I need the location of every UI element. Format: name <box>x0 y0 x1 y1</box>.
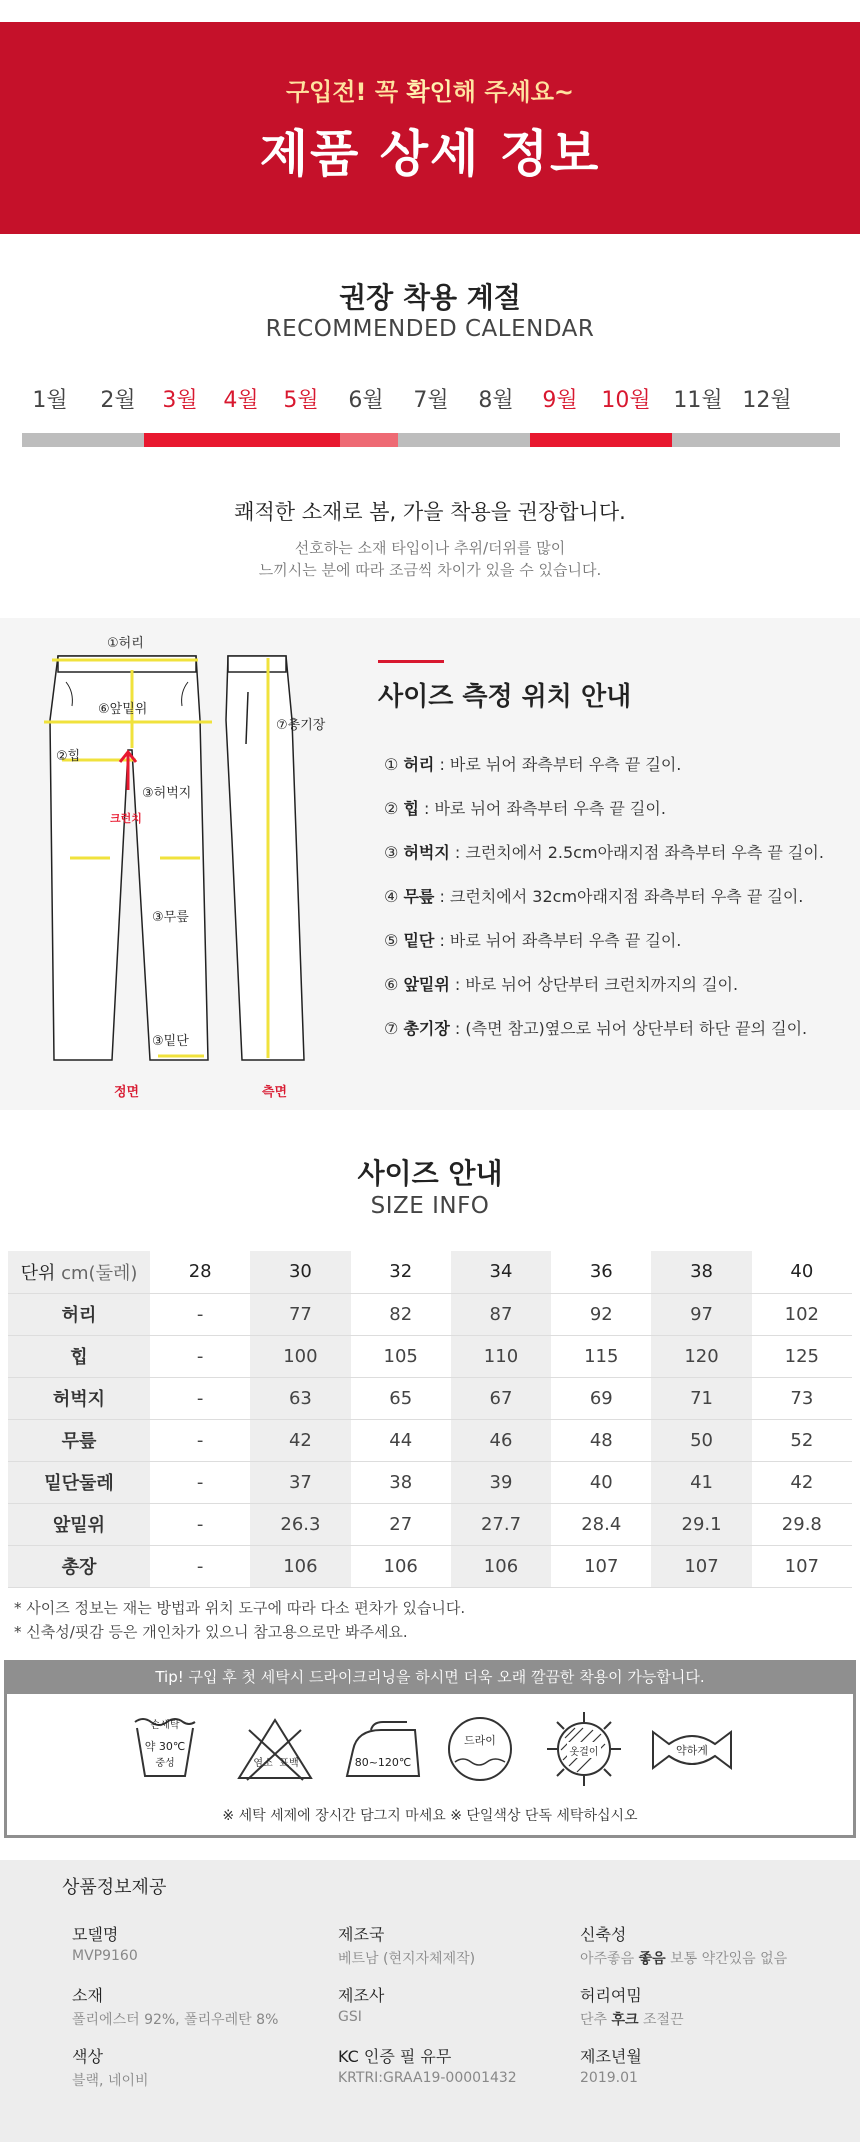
stretch-label: 신축성 <box>580 1925 627 1944</box>
table-cell: - <box>150 1335 250 1377</box>
table-cell: 40 <box>551 1461 651 1503</box>
table-cell: 52 <box>752 1419 852 1461</box>
table-cell: 92 <box>551 1293 651 1335</box>
diagram-label-thigh: ③허벅지 <box>142 786 192 801</box>
month-label: 6월 <box>348 388 384 413</box>
date-value: 2019.01 <box>580 2070 638 2086</box>
unit-cell: 단위 cm(둘레) <box>8 1251 150 1293</box>
table-cell: - <box>150 1293 250 1335</box>
svg-text:80~120℃: 80~120℃ <box>354 1756 412 1769</box>
diagram-label-waist: ①허리 <box>107 636 144 651</box>
table-cell: 97 <box>651 1293 751 1335</box>
no-bleach-icon <box>235 1716 315 1782</box>
table-row <box>8 1419 852 1461</box>
size-column-header: 32 <box>351 1251 451 1293</box>
row-label: 허벅지 <box>8 1377 150 1419</box>
svg-text:중성: 중성 <box>155 1758 175 1769</box>
table-row <box>8 1377 852 1419</box>
material-label: 소재 <box>72 1986 103 2005</box>
table-cell: 115 <box>551 1335 651 1377</box>
table-cell: 29.8 <box>752 1503 852 1545</box>
maker-value: GSI <box>338 2009 362 2025</box>
table-cell: - <box>150 1377 250 1419</box>
size-column-header: 30 <box>250 1251 350 1293</box>
table-cell: 69 <box>551 1377 651 1419</box>
month-label: 9월 <box>542 388 578 413</box>
size-note: * 사이즈 정보는 재는 방법과 위치 도구에 따라 다소 편차가 있습니다. <box>14 1599 466 1617</box>
month-label: 4월 <box>223 388 259 413</box>
table-cell: 37 <box>250 1461 350 1503</box>
calendar-title: 권장 착용 계절 <box>339 281 521 314</box>
table-cell: 125 <box>752 1335 852 1377</box>
color-value: 블랙, 네이비 <box>72 2073 149 2089</box>
table-cell: 105 <box>351 1335 451 1377</box>
table-cell: 50 <box>651 1419 751 1461</box>
care-box <box>4 1694 856 1838</box>
size-title: 사이즈 안내 <box>357 1157 503 1190</box>
diagram-label-knee: ③무릎 <box>152 910 189 925</box>
measure-item: ③ 허벅지 : 크런치에서 2.5cm아래지점 좌측부터 우측 끝 길이. <box>384 843 824 862</box>
calendar-sub-text: 선호하는 소재 타입이나 추위/더위를 많이 <box>294 539 566 557</box>
measure-item: ⑦ 총기장 : (측면 참고)옆으로 뉘어 상단부터 하단 끝의 길이. <box>384 1019 808 1038</box>
table-cell: 110 <box>451 1335 551 1377</box>
table-cell: 100 <box>250 1335 350 1377</box>
row-label: 총장 <box>8 1545 150 1587</box>
size-table <box>8 1251 852 1588</box>
table-cell: 48 <box>551 1419 651 1461</box>
color-label: 색상 <box>72 2047 103 2066</box>
size-column-header: 38 <box>651 1251 751 1293</box>
front-view-label: 정면 <box>114 1085 140 1100</box>
diagram-label-hem: ③밑단 <box>152 1034 189 1049</box>
month-label: 1월 <box>32 388 68 413</box>
calendar-bar-inactive <box>672 433 840 447</box>
banner-title: 제품 상세 정보 <box>259 125 601 183</box>
table-cell: 106 <box>250 1545 350 1587</box>
size-column-header: 36 <box>551 1251 651 1293</box>
kc-label: KC 인증 필 유무 <box>338 2047 452 2066</box>
table-cell: 71 <box>651 1377 751 1419</box>
care-tip-bar: Tip! 구입 후 첫 세탁시 드라이크리닝을 하시면 더욱 오래 깔끔한 착용이 가능합니다. <box>4 1660 856 1694</box>
model-label: 모델명 <box>72 1925 119 1944</box>
month-label: 10월 <box>601 388 651 413</box>
size-note: * 신축성/핏감 등은 개인차가 있으니 참고용으로만 봐주세요. <box>14 1623 408 1641</box>
table-row <box>8 1545 852 1587</box>
row-label: 앞밑위 <box>8 1503 150 1545</box>
calendar-bar-active <box>530 433 672 447</box>
calendar-bar-partial <box>340 433 398 447</box>
table-cell: 102 <box>752 1293 852 1335</box>
table-cell: 42 <box>752 1461 852 1503</box>
month-labels <box>22 383 840 423</box>
calendar-sub-text: 느끼시는 분에 따라 조금씩 차이가 있을 수 있습니다. <box>258 561 602 579</box>
measure-item: ⑤ 밑단 : 바로 뉘어 좌측부터 우측 끝 길이. <box>384 931 682 950</box>
month-label: 3월 <box>162 388 198 413</box>
kc-value: KRTRI:GRAA19-00001432 <box>338 2070 517 2086</box>
header-banner <box>0 22 860 234</box>
table-cell: 106 <box>351 1545 451 1587</box>
table-cell: 106 <box>451 1545 551 1587</box>
title-accent-line <box>378 660 444 663</box>
table-cell: 107 <box>551 1545 651 1587</box>
measure-title: 사이즈 측정 위치 안내 <box>378 682 632 712</box>
iron-icon <box>341 1716 423 1780</box>
calendar-main-text: 쾌적한 소재로 봄, 가을 착용을 권장합니다. <box>234 500 626 524</box>
handwash-icon <box>129 1712 201 1782</box>
table-cell: 27 <box>351 1503 451 1545</box>
side-view-label: 측면 <box>262 1085 288 1100</box>
table-row <box>8 1461 852 1503</box>
month-label: 7월 <box>413 388 449 413</box>
table-cell: 73 <box>752 1377 852 1419</box>
measure-item: ① 허리 : 바로 뉘어 좌측부터 우측 끝 길이. <box>384 755 682 774</box>
table-cell: 107 <box>651 1545 751 1587</box>
diagram-label-length: ⑦총기장 <box>276 718 326 733</box>
table-cell: 107 <box>752 1545 852 1587</box>
calendar-bar-active <box>144 433 340 447</box>
svg-text:약 30℃: 약 30℃ <box>144 1740 186 1753</box>
waist-closure-options: 단추 후크 조절끈 <box>580 2012 684 2028</box>
table-cell: 41 <box>651 1461 751 1503</box>
dry-clean-icon <box>445 1714 515 1784</box>
table-cell: 28.4 <box>551 1503 651 1545</box>
month-label: 11월 <box>673 388 723 413</box>
table-cell: 44 <box>351 1419 451 1461</box>
calendar-bar-inactive <box>398 433 530 447</box>
measure-item: ② 힙 : 바로 뉘어 좌측부터 우측 끝 길이. <box>384 799 666 818</box>
month-label: 8월 <box>478 388 514 413</box>
table-cell: 87 <box>451 1293 551 1335</box>
table-cell: - <box>150 1461 250 1503</box>
table-cell: 26.3 <box>250 1503 350 1545</box>
table-cell: 77 <box>250 1293 350 1335</box>
month-label: 2월 <box>100 388 136 413</box>
table-cell: 38 <box>351 1461 451 1503</box>
month-label: 12월 <box>742 388 792 413</box>
diagram-label-crotch: 크런치 <box>110 812 142 825</box>
svg-text:표백: 표백 <box>279 1758 299 1769</box>
size-column-header: 34 <box>451 1251 551 1293</box>
table-cell: 65 <box>351 1377 451 1419</box>
svg-text:드라이: 드라이 <box>464 1734 496 1747</box>
table-cell: 82 <box>351 1293 451 1335</box>
month-label: 5월 <box>283 388 319 413</box>
maker-label: 제조사 <box>338 1986 385 2005</box>
table-row <box>8 1503 852 1545</box>
size-column-header: 28 <box>150 1251 250 1293</box>
calendar-bar-inactive <box>22 433 144 447</box>
size-column-header: 40 <box>752 1251 852 1293</box>
row-label: 허리 <box>8 1293 150 1335</box>
table-cell: 63 <box>250 1377 350 1419</box>
wring-gently-icon <box>649 1722 735 1778</box>
waist-closure-label: 허리여밈 <box>580 1986 642 2005</box>
material-value: 폴리에스터 92%, 폴리우레탄 8% <box>72 2012 279 2028</box>
model-value: MVP9160 <box>72 1948 138 1964</box>
table-cell: - <box>150 1545 250 1587</box>
country-label: 제조국 <box>338 1925 385 1944</box>
product-info-section <box>0 1860 860 2142</box>
table-row <box>8 1293 852 1335</box>
table-header-row <box>8 1251 852 1293</box>
calendar-title-en: RECOMMENDED CALENDAR <box>265 316 595 342</box>
product-info-title: 상품정보제공 <box>62 1877 167 1898</box>
table-cell: 46 <box>451 1419 551 1461</box>
table-cell: 27.7 <box>451 1503 551 1545</box>
table-cell: - <box>150 1503 250 1545</box>
date-label: 제조년월 <box>580 2047 642 2066</box>
measure-item: ④ 무릎 : 크런치에서 32cm아래지점 좌측부터 우측 끝 길이. <box>384 887 804 906</box>
table-row <box>8 1335 852 1377</box>
size-title-en: SIZE INFO <box>370 1193 490 1219</box>
table-cell: 39 <box>451 1461 551 1503</box>
table-cell: 120 <box>651 1335 751 1377</box>
hanger-dry-icon <box>545 1710 623 1788</box>
svg-text:염소: 염소 <box>253 1758 273 1769</box>
table-cell: 29.1 <box>651 1503 751 1545</box>
row-label: 힙 <box>8 1335 150 1377</box>
row-label: 무릎 <box>8 1419 150 1461</box>
pants-diagram <box>40 640 340 1070</box>
table-cell: 42 <box>250 1419 350 1461</box>
care-note: ※ 세탁 세제에 장시간 담그지 마세요 ※ 단일색상 단독 세탁하십시오 <box>222 1808 638 1824</box>
country-value: 베트남 (현지자체제작) <box>338 1951 476 1967</box>
diagram-label-hip: ②힙 <box>56 749 81 764</box>
table-cell: 67 <box>451 1377 551 1419</box>
diagram-label-rise: ⑥앞밑위 <box>98 702 148 717</box>
svg-text:옷걸이: 옷걸이 <box>569 1747 599 1758</box>
table-cell: - <box>150 1419 250 1461</box>
svg-text:약하게: 약하게 <box>676 1744 708 1757</box>
stretch-options: 아주좋음 좋음 보통 약간있음 없음 <box>580 1951 788 1967</box>
measure-item: ⑥ 앞밑위 : 바로 뉘어 상단부터 크런치까지의 길이. <box>384 975 739 994</box>
row-label: 밑단둘레 <box>8 1461 150 1503</box>
svg-text:손세탁: 손세탁 <box>150 1720 180 1731</box>
banner-subtitle: 구입전! 꼭 확인해 주세요~ <box>286 78 574 106</box>
